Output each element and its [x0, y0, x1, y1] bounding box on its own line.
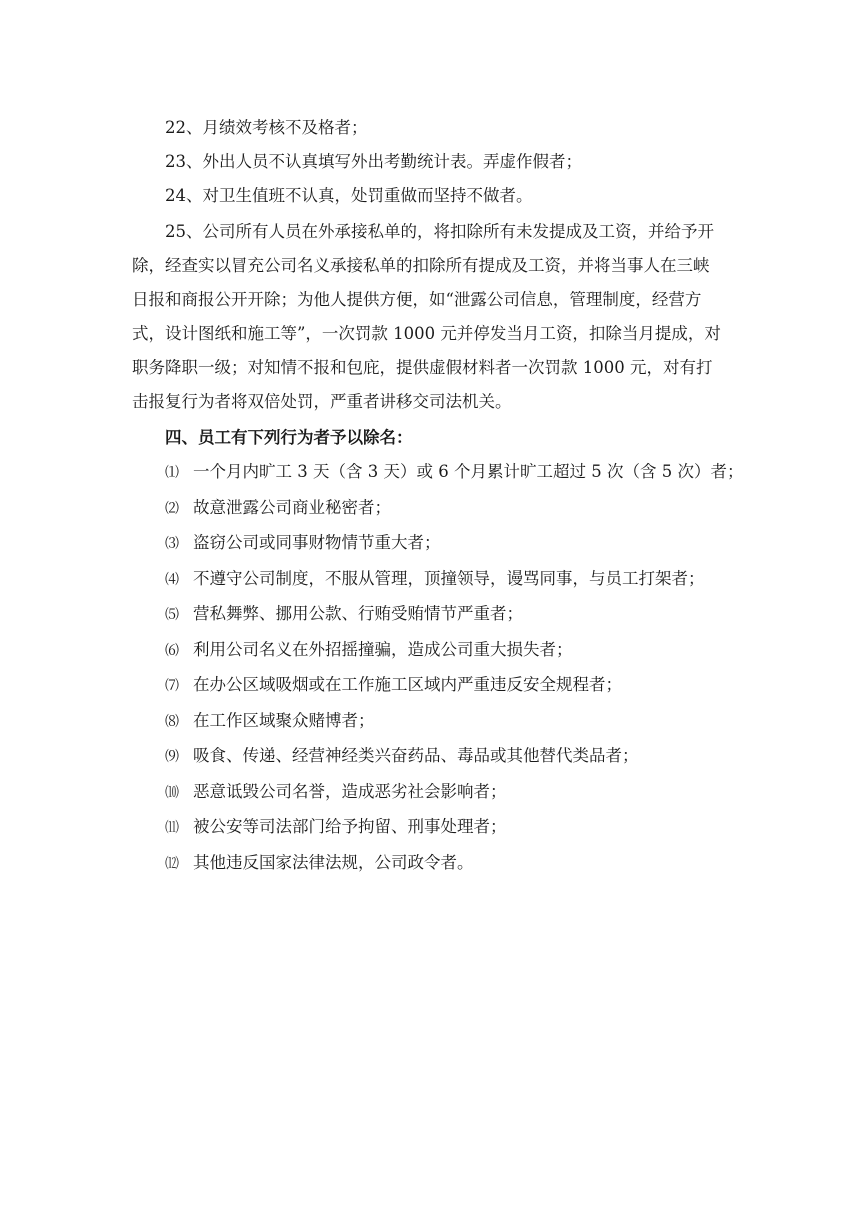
section-heading: 四、员工有下列行为者予以除名： [165, 428, 413, 447]
rule-item-25-line: 击报复行为者将双倍处罚，严重者讲移交司法机关。 [132, 392, 512, 411]
list-item [132, 635, 738, 666]
list-item-text: 故意泄露公司商业秘密者； [193, 497, 391, 517]
list-item [132, 528, 738, 559]
rule-item-25-line: 25、公司所有人员在外承接私单的，将扣除所有未发提成及工资，并给予开 [165, 222, 714, 241]
list-item-number: ⑺ [165, 678, 178, 694]
rule-item-22: 22、月绩效考核不及格者； [165, 118, 368, 137]
list-item [132, 706, 738, 737]
document-content [132, 113, 744, 883]
list-item-text: 其他违反国家法律法规，公司政令者。 [193, 852, 474, 872]
list-item-text: 吸食、传递、经营神经类兴奋药品、毒品或其他替代类品者； [193, 746, 639, 765]
list-item [132, 777, 738, 808]
list-item [132, 457, 744, 488]
rule-item-23: 23、外出人员不认真填写外出考勤统计表。弄虚作假者； [165, 152, 582, 171]
list-item-number: ⑽ [165, 784, 178, 801]
rule-item-25-line: 日报和商报公开开除；为他人提供方便，如“泄露公司信息，管理制度，经营方 [132, 290, 702, 309]
list-item [132, 599, 738, 630]
list-item [132, 670, 738, 701]
list-item-number: ⑵ [165, 500, 178, 517]
list-item-number: ⑼ [165, 749, 178, 765]
list-item-text: 在办公区域吸烟或在工作施工区域内严重违反安全规程者； [193, 675, 622, 694]
list-item-number: ⑻ [165, 713, 178, 730]
list-item-number: ⑹ [165, 642, 178, 659]
list-item-number: ⑸ [165, 607, 178, 623]
list-item-text: 一个月内旷工 3 天（含 3 天）或 6 个月累计旷工超过 5 次（含 5 次）者； [193, 462, 744, 481]
list-item-text: 被公安等司法部门给予拘留、刑事处理者； [193, 817, 507, 836]
dismissal-list [132, 457, 744, 879]
list-item [132, 564, 738, 595]
rule-item-25-line: 职务降职一级；对知情不报和包庇，提供虚假材料者一次罚款 1000 元，对有打 [132, 358, 713, 377]
rule-item-25 [132, 215, 738, 419]
list-item-number: ⑶ [165, 536, 178, 552]
list-item-text: 盗窃公司或同事财物情节重大者； [193, 533, 441, 552]
list-item-text: 不遵守公司制度，不服从管理，顶撞领导，谩骂同事，与员工打架者； [193, 568, 705, 588]
list-item [132, 812, 738, 843]
list-item-text: 营私舞弊、挪用公款、行贿受贿情节严重者； [193, 604, 523, 623]
list-item-number: ⑷ [165, 571, 178, 588]
list-item [132, 741, 738, 772]
list-item [132, 848, 738, 879]
rule-item-25-line: 式，设计图纸和施工等”，一次罚款 1000 元并停发当月工资，扣除当月提成，对 [132, 324, 721, 343]
list-item-number: ⑴ [165, 465, 178, 481]
list-item-text: 利用公司名义在外招摇撞骗，造成公司重大损失者； [193, 639, 573, 659]
list-item-number: ⑾ [165, 820, 178, 836]
rule-item-25-line: 除，经查实以冒充公司名义承接私单的扣除所有提成及工资，并将当事人在三峡 [132, 256, 710, 275]
list-item-text: 在工作区域聚众赌博者； [193, 710, 375, 730]
list-item-number: ⑿ [165, 855, 178, 872]
list-item [132, 493, 738, 524]
rule-item-24: 24、对卫生值班不认真，处罚重做而坚持不做者。 [165, 186, 533, 205]
list-item-text: 恶意诋毁公司名誉，造成恶劣社会影响者； [193, 781, 507, 801]
